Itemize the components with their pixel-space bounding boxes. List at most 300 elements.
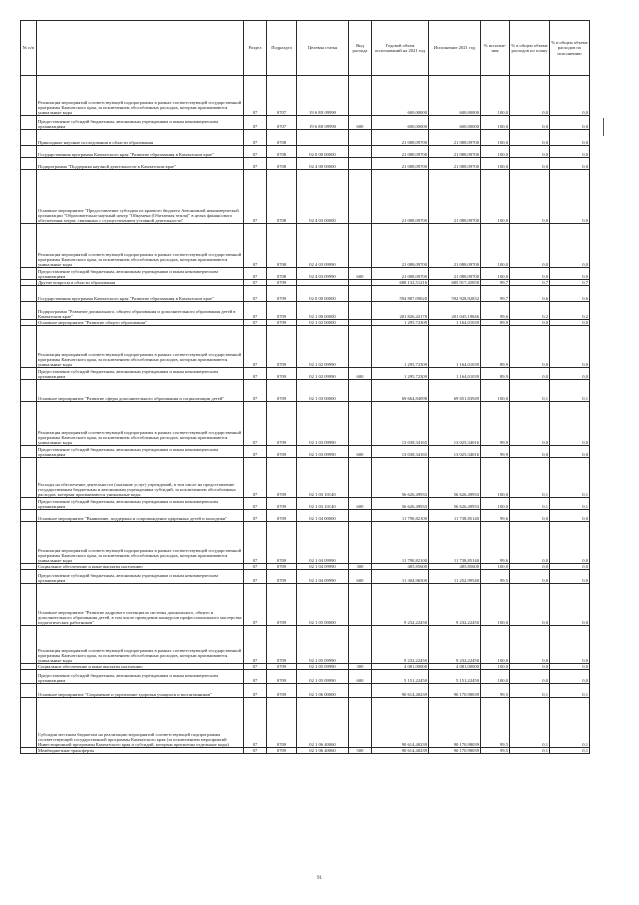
cell-share-total: 0,6 [510,286,550,302]
cell-expense-type [349,170,372,224]
cell-target: 02 1 06 00000 [297,684,349,698]
cell-podrazdel: 0707 [267,116,297,130]
cell-percent: 99,5 [481,684,510,698]
cell-share-total: 0,1 [510,380,550,402]
header-executed: Исполнение 2021 год [429,21,481,76]
cell-annual: 1 295,72309 [372,368,429,380]
cell-share-exec: 0,0 [550,130,590,146]
cell-num [21,130,37,146]
cell-podrazdel: 0709 [267,664,297,670]
cell-share-exec: 0,1 [550,458,590,498]
cell-razdel: 07 [244,380,267,402]
cell-name: Основное мероприятие "Развитие кадрового потенциала системы дошкольного, общего и дополнительного образования детей, в том числе проведение конкурсов профессионального мастерства педагогических работников" [37,584,244,626]
cell-share-total: 0,0 [510,326,550,368]
cell-share-exec: 0,0 [550,670,590,684]
cell-razdel: 07 [244,76,267,116]
cell-share-total: 0,0 [510,158,550,170]
cell-annual: 21 088,09700 [372,158,429,170]
cell-num [21,626,37,664]
cell-num [21,380,37,402]
table-row [21,170,590,224]
cell-expense-type: 300 [349,664,372,670]
cell-share-total: 0,0 [510,368,550,380]
cell-annual: 594 887,09020 [372,286,429,302]
cell-num [21,224,37,268]
cell-annual: 485,85600 [372,564,429,570]
cell-executed: 90 170,98039 [429,684,481,698]
cell-name: Реализация мероприятий соответствующей подпрограммы в рамках соответствующей государственной программы Камчатского края, за исключением обособленных расходов, которым присваиваются уникальные коды [37,224,244,268]
cell-name: Основное мероприятие "Развитие общего образования" [37,320,244,326]
cell-percent: 100,0 [481,498,510,510]
cell-num [21,170,37,224]
cell-annual: 90 614,40239 [372,748,429,754]
cell-target: 02 1 04 09990 [297,570,349,584]
cell-name: Основное мероприятие "Развитие сферы дополнительного образования и социализации детей" [37,380,244,402]
cell-percent: 100,0 [481,564,510,570]
cell-executed: 21 088,09700 [429,146,481,158]
cell-share-exec: 0,0 [550,224,590,268]
cell-expense-type: 600 [349,498,372,510]
cell-expense-type: 600 [349,368,372,380]
cell-annual: 1 295,72309 [372,326,429,368]
cell-expense-type [349,326,372,368]
cell-razdel: 07 [244,402,267,446]
cell-executed: 201 045,19846 [429,302,481,320]
cell-num [21,268,37,280]
cell-executed: 685 917,45858 [429,280,481,286]
cell-num [21,570,37,584]
cell-expense-type [349,584,372,626]
cell-percent: 100,0 [481,670,510,684]
cell-share-exec: 0,1 [550,698,590,748]
cell-executed: 485,85600 [429,564,481,570]
cell-percent: 99,5 [481,570,510,584]
cell-share-exec: 0,0 [550,170,590,224]
cell-percent: 100,0 [481,626,510,664]
cell-name: Предоставление субсидий бюджетным, автономным учреждениям и иным некоммерческим организациям [37,670,244,684]
cell-target: 02 4 03 09990 [297,224,349,268]
header-percent: % исполне-ния [481,21,510,76]
cell-target: 02 1 02 00000 [297,320,349,326]
header-num: № п/п [21,21,37,76]
cell-share-exec: 0,0 [550,446,590,458]
table-row [21,748,590,754]
header-podrazdel: Подраздел [267,21,297,76]
table-row [21,224,590,268]
cell-share-total: 0,0 [510,446,550,458]
cell-expense-type [349,698,372,748]
cell-razdel: 07 [244,280,267,286]
cell-target: 02 0 00 00000 [297,146,349,158]
cell-percent: 100,0 [481,158,510,170]
cell-percent: 100,0 [481,664,510,670]
cell-annual: 21 088,09700 [372,170,429,224]
cell-share-total: 0,0 [510,570,550,584]
cell-razdel: 07 [244,626,267,664]
cell-target: 02 4 03 09990 [297,268,349,280]
cell-expense-type [349,130,372,146]
cell-num [21,402,37,446]
cell-num [21,748,37,754]
cell-razdel: 07 [244,584,267,626]
cell-num [21,670,37,684]
cell-executed: 90 170,98039 [429,698,481,748]
cell-name: Основное мероприятие "Предоставление субсидии из краевого бюджета Автономной некоммерческой организации "Образовательно-научный центр "Ойкумена (Обитаемая земля)" в целях финансового обеспечения затрат, связанных с осуществлением уставной деятельности" [37,170,244,224]
cell-executed: 69 651,83949 [429,380,481,402]
table-row [21,368,590,380]
cell-razdel: 07 [244,224,267,268]
cell-executed: 21 088,09700 [429,268,481,280]
cell-annual: 201 826,42178 [372,302,429,320]
cell-razdel: 07 [244,570,267,584]
cell-name: Реализация мероприятий соответствующей подпрограммы в рамках соответствующей государственной программы Камчатского края, за исключением обособленных расходов, которым присваиваются уникальные коды [37,402,244,446]
cell-share-exec: 0,0 [550,146,590,158]
cell-annual: 9 232,22450 [372,584,429,626]
cell-executed: 11 252,99540 [429,570,481,584]
cell-num [21,522,37,564]
cell-share-total: 0,0 [510,510,550,522]
cell-target: 02 1 03 10140 [297,458,349,498]
cell-share-total: 0,0 [510,564,550,570]
cell-share-total: 0,1 [510,458,550,498]
cell-target: 02 1 03 10140 [297,498,349,510]
cell-name: Реализация мероприятий соответствующей подпрограммы в рамках соответствующей государственной программы Камчатского края, за исключением обособленных расходов, которым присваиваются уникальные коды [37,522,244,564]
table-row [21,326,590,368]
cell-num [21,302,37,320]
cell-executed: 592 928,92832 [429,286,481,302]
cell-num [21,158,37,170]
cell-share-exec: 0,0 [550,158,590,170]
cell-razdel: 07 [244,130,267,146]
cell-share-exec: 0,0 [550,584,590,626]
cell-share-total: 0,7 [510,280,550,286]
cell-razdel: 07 [244,116,267,130]
cell-expense-type [349,684,372,698]
cell-expense-type: 600 [349,116,372,130]
cell-annual: 69 664,84098 [372,380,429,402]
cell-annual: 56 626,49933 [372,498,429,510]
cell-expense-type [349,286,372,302]
cell-podrazdel: 0709 [267,698,297,748]
cell-expense-type: 600 [349,268,372,280]
cell-podrazdel: 0709 [267,320,297,326]
header-expense-type: Вид расхода [349,21,372,76]
cell-share-exec: 0,0 [550,664,590,670]
cell-share-exec: 0,1 [550,498,590,510]
header-share-exec: % в общем объеме расходов по исполнению [550,21,590,76]
cell-name: Предоставление субсидий бюджетным, автономным учреждениям и иным некоммерческим организациям [37,116,244,130]
page-number: 91 [317,876,322,881]
cell-podrazdel: 0709 [267,564,297,570]
cell-expense-type [349,510,372,522]
cell-name: Государственная программа Камчатского края "Развитие образования в Камчатском крае" [37,146,244,158]
cell-razdel: 07 [244,302,267,320]
cell-percent: 99,7 [481,286,510,302]
cell-annual: 11 304,96500 [372,570,429,584]
table-row [21,522,590,564]
cell-podrazdel: 0709 [267,522,297,564]
table-row [21,146,590,158]
cell-razdel: 07 [244,522,267,564]
cell-razdel: 07 [244,320,267,326]
cell-name: Основное мероприятие "Сохранение и укрепление здоровья учащихся и воспитанников" [37,684,244,698]
cell-percent: 99,6 [481,302,510,320]
cell-share-total: 0,0 [510,268,550,280]
cell-num [21,146,37,158]
cell-expense-type [349,380,372,402]
cell-name: Социальное обеспечение и иные выплаты населению [37,664,244,670]
cell-razdel: 07 [244,670,267,684]
cell-share-exec: 0,7 [550,280,590,286]
cell-executed: 600,00000 [429,116,481,130]
cell-razdel: 07 [244,564,267,570]
cell-target: 02 1 04 09990 [297,522,349,564]
cell-share-total: 0,0 [510,170,550,224]
cell-target: 02 4 03 00000 [297,170,349,224]
cell-percent: 100,0 [481,458,510,498]
cell-percent: 89,9 [481,320,510,326]
cell-target [297,130,349,146]
cell-share-exec: 0,0 [550,76,590,116]
cell-expense-type [349,626,372,664]
cell-num [21,446,37,458]
cell-percent: 99,6 [481,522,510,564]
cell-percent: 99,5 [481,698,510,748]
cell-annual: 9 232,22450 [372,626,429,664]
cell-name: Реализация мероприятий соответствующей подпрограммы в рамках соответствующей государственной программы Камчатского края, за исключением обособленных расходов, которым присваиваются уникальные коды [37,76,244,116]
cell-razdel: 07 [244,326,267,368]
cell-executed: 9 232,22450 [429,626,481,664]
cell-share-total: 0,1 [510,684,550,698]
cell-target: 02 1 00 00000 [297,302,349,320]
cell-target: 02 1 04 00000 [297,510,349,522]
cell-podrazdel: 0707 [267,76,297,116]
cell-percent: 99,5 [481,748,510,754]
cell-expense-type [349,522,372,564]
cell-executed: 600,00000 [429,76,481,116]
cell-target: 02 1 05 09990 [297,626,349,664]
cell-target: 02 1 06 40060 [297,698,349,748]
cell-podrazdel: 0709 [267,748,297,754]
header-razdel: Раздел [244,21,267,76]
cell-name: Предоставление субсидий бюджетным, автономным учреждениям и иным некоммерческим организациям [37,498,244,510]
cell-executed: 21 088,09700 [429,130,481,146]
cell-executed: 56 626,49933 [429,458,481,498]
cell-percent: 100,0 [481,76,510,116]
cell-percent: 99,9 [481,446,510,458]
cell-num [21,458,37,498]
cell-share-total: 0,0 [510,402,550,446]
cell-share-exec: 0,0 [550,116,590,130]
cell-podrazdel: 0708 [267,146,297,158]
cell-podrazdel: 0709 [267,402,297,446]
cell-expense-type: 300 [349,564,372,570]
cell-razdel: 07 [244,170,267,224]
table-row [21,446,590,458]
cell-name: Предоставление субсидий бюджетным, автономным учреждениям и иным некоммерческим организациям [37,368,244,380]
cell-executed: 21 088,09700 [429,158,481,170]
cell-num [21,116,37,130]
cell-razdel: 07 [244,146,267,158]
table-row [21,684,590,698]
cell-executed: 90 170,98039 [429,748,481,754]
table-row [21,130,590,146]
cell-percent: 100,0 [481,380,510,402]
cell-share-exec: 0,1 [550,380,590,402]
cell-share-total: 0,0 [510,664,550,670]
cell-expense-type: 500 [349,748,372,754]
cell-name: Предоставление субсидий бюджетным, автономным учреждениям и иным некоммерческим организациям [37,446,244,458]
cell-percent: 99,9 [481,402,510,446]
cell-share-exec: 0,0 [550,326,590,368]
cell-podrazdel: 0708 [267,158,297,170]
cell-razdel: 07 [244,158,267,170]
cell-razdel: 07 [244,748,267,754]
cell-share-exec: 0,0 [550,368,590,380]
cell-annual: 600,00000 [372,76,429,116]
cell-name: Другие вопросы в области образования [37,280,244,286]
cell-executed: 13 025,34016 [429,402,481,446]
cell-annual: 21 088,09700 [372,146,429,158]
cell-name: Предоставление субсидий бюджетным, автономным учреждениям и иным некоммерческим организациям [37,268,244,280]
table-row [21,76,590,116]
cell-share-exec: 0,0 [550,268,590,280]
cell-percent: 89,9 [481,326,510,368]
cell-expense-type: 600 [349,446,372,458]
cell-share-exec: 0,0 [550,402,590,446]
margin-mark [603,118,604,136]
cell-podrazdel: 0709 [267,510,297,522]
cell-share-exec: 0,0 [550,626,590,664]
header-share-total: % в общем объеме расходов по плану [510,21,550,76]
cell-num [21,368,37,380]
cell-share-exec: 0,0 [550,320,590,326]
cell-expense-type [349,302,372,320]
cell-percent: 100,0 [481,224,510,268]
cell-razdel: 07 [244,368,267,380]
cell-share-total: 0,0 [510,320,550,326]
cell-razdel: 07 [244,684,267,698]
cell-percent: 100,0 [481,170,510,224]
cell-percent: 100,0 [481,130,510,146]
cell-executed: 1 164,01039 [429,368,481,380]
cell-name: Расходы на обеспечение деятельности (оказание услуг) учреждений, в том числе на предоставление государственным бюджетным и автономным учреждениям субсидий, за исключением обособленных расходов, которым присваиваются уникальные коды [37,458,244,498]
cell-name: Межбюджетные трансферты [37,748,244,754]
cell-razdel: 07 [244,664,267,670]
cell-num [21,684,37,698]
table-header-row [21,21,590,76]
cell-share-total: 0,0 [510,116,550,130]
cell-target: 02 1 02 09990 [297,368,349,380]
cell-target: 19 6 E8 09990 [297,116,349,130]
budget-table [20,20,590,754]
cell-name: Реализация мероприятий соответствующей подпрограммы в рамках соответствующей государственной программы Камчатского края, за исключением обособленных расходов, которым присваиваются уникальные коды [37,326,244,368]
cell-target: 19 6 E8 09990 [297,76,349,116]
cell-num [21,510,37,522]
cell-executed: 13 025,34016 [429,446,481,458]
cell-podrazdel: 0709 [267,280,297,286]
table-row [21,286,590,302]
table-row [21,698,590,748]
cell-share-exec: 0,1 [550,748,590,754]
cell-razdel: 07 [244,268,267,280]
cell-name: Социальное обеспечение и иные выплаты населению [37,564,244,570]
cell-executed: 56 626,49933 [429,498,481,510]
table-row [21,498,590,510]
cell-annual: 21 088,09700 [372,130,429,146]
cell-share-exec: 0,0 [550,564,590,570]
cell-share-exec: 0,1 [550,684,590,698]
cell-name: Основное мероприятие "Выявление, поддержка и сопровождение одаренных детей и молодежи" [37,510,244,522]
cell-executed: 1 164,01039 [429,326,481,368]
cell-share-exec: 0,0 [550,570,590,584]
cell-share-exec: 0,2 [550,302,590,320]
cell-num [21,286,37,302]
cell-target: 02 4 00 00000 [297,158,349,170]
cell-razdel: 07 [244,698,267,748]
cell-annual: 21 088,09700 [372,224,429,268]
cell-razdel: 07 [244,510,267,522]
cell-target: 02 1 05 09990 [297,670,349,684]
cell-podrazdel: 0708 [267,170,297,224]
table-body [21,76,590,754]
cell-target: 02 1 05 00000 [297,584,349,626]
cell-name: Государственная программа Камчатского края "Развитие образования в Камчатском крае" [37,286,244,302]
cell-annual: 56 626,49933 [372,458,429,498]
cell-executed: 21 088,09700 [429,224,481,268]
cell-expense-type [349,458,372,498]
cell-target: 02 0 00 00000 [297,286,349,302]
table-row [21,268,590,280]
cell-podrazdel: 0709 [267,684,297,698]
cell-podrazdel: 0709 [267,458,297,498]
cell-expense-type [349,224,372,268]
cell-name: Предоставление субсидий бюджетным, автономным учреждениям и иным некоммерческим организациям [37,570,244,584]
cell-percent: 100,0 [481,268,510,280]
cell-share-total: 0,1 [510,748,550,754]
cell-razdel: 07 [244,286,267,302]
cell-share-exec: 0,0 [550,522,590,564]
cell-executed: 9 232,22450 [429,584,481,626]
cell-expense-type [349,158,372,170]
cell-annual: 90 614,40239 [372,698,429,748]
cell-expense-type [349,146,372,158]
cell-podrazdel: 0709 [267,326,297,368]
cell-name: Прикладные научные исследования в области образования [37,130,244,146]
cell-target: 02 1 02 09990 [297,326,349,368]
table-row [21,570,590,584]
table-row [21,458,590,498]
cell-executed: 1 164,01039 [429,320,481,326]
cell-expense-type [349,76,372,116]
table-row [21,302,590,320]
cell-annual: 21 088,09700 [372,268,429,280]
cell-target: 02 1 06 40060 [297,748,349,754]
cell-razdel: 07 [244,446,267,458]
cell-expense-type [349,402,372,446]
cell-target: 02 1 03 00000 [297,380,349,402]
table-row [21,510,590,522]
cell-podrazdel: 0709 [267,670,297,684]
cell-annual: 90 614,40239 [372,684,429,698]
cell-share-exec: 0,0 [550,510,590,522]
table-row [21,584,590,626]
cell-share-total: 0,0 [510,670,550,684]
cell-share-total: 0,1 [510,498,550,510]
cell-annual: 13 038,34165 [372,402,429,446]
cell-expense-type: 600 [349,670,372,684]
cell-num [21,498,37,510]
